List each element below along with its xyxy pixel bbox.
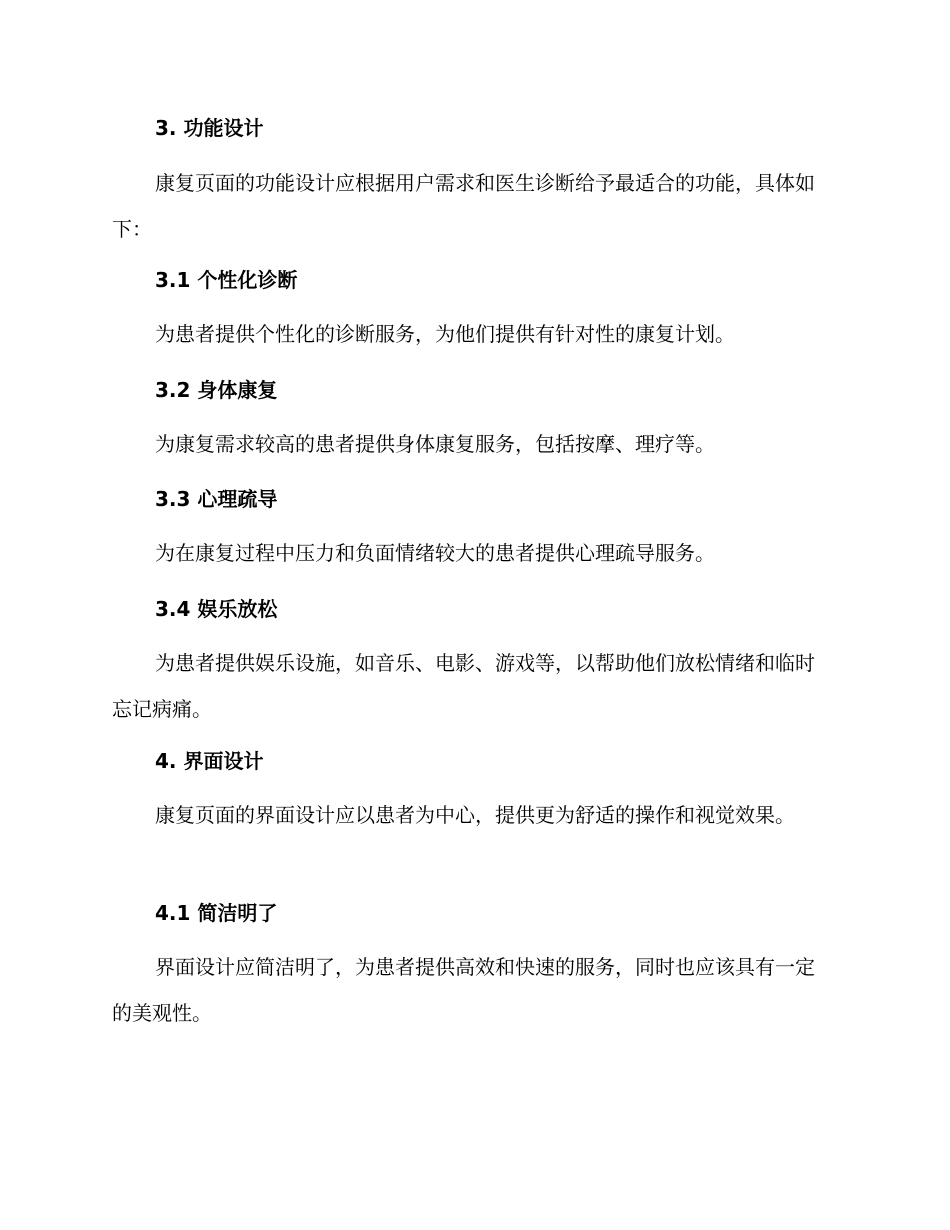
- section-paragraph-3-1: 为患者提供个性化的诊断服务，为他们提供有针对性的康复计划。: [155, 322, 735, 346]
- section-heading-3: 3. 功能设计: [155, 116, 264, 140]
- section-paragraph-3-4: 为患者提供娱乐设施，如音乐、电影、游戏等，以帮助他们放松情绪和临时忘记病痛。: [112, 651, 815, 721]
- section-heading-4: 4. 界面设计: [155, 749, 264, 773]
- section-paragraph-3: 康复页面的功能设计应根据用户需求和医生诊断给予最适合的功能，具体如下：: [112, 171, 815, 241]
- section-paragraph-3-2: 为康复需求较高的患者提供身体康复服务，包括按摩、理疗等。: [155, 432, 715, 456]
- section-paragraph-4-1: 界面设计应简洁明了，为患者提供高效和快速的服务，同时也应该具有一定的美观性。: [112, 955, 815, 1025]
- section-heading-3-3: 3.3 心理疏导: [155, 487, 278, 511]
- section-heading-3-4: 3.4 娱乐放松: [155, 597, 278, 621]
- section-paragraph-3-3: 为在康复过程中压力和负面情绪较大的患者提供心理疏导服务。: [155, 541, 715, 565]
- section-heading-3-1: 3.1 个性化诊断: [155, 268, 298, 292]
- section-heading-3-2: 3.2 身体康复: [155, 378, 278, 402]
- section-paragraph-4: 康复页面的界面设计应以患者为中心，提供更为舒适的操作和视觉效果。: [155, 803, 795, 827]
- section-heading-4-1: 4.1 简洁明了: [155, 901, 278, 925]
